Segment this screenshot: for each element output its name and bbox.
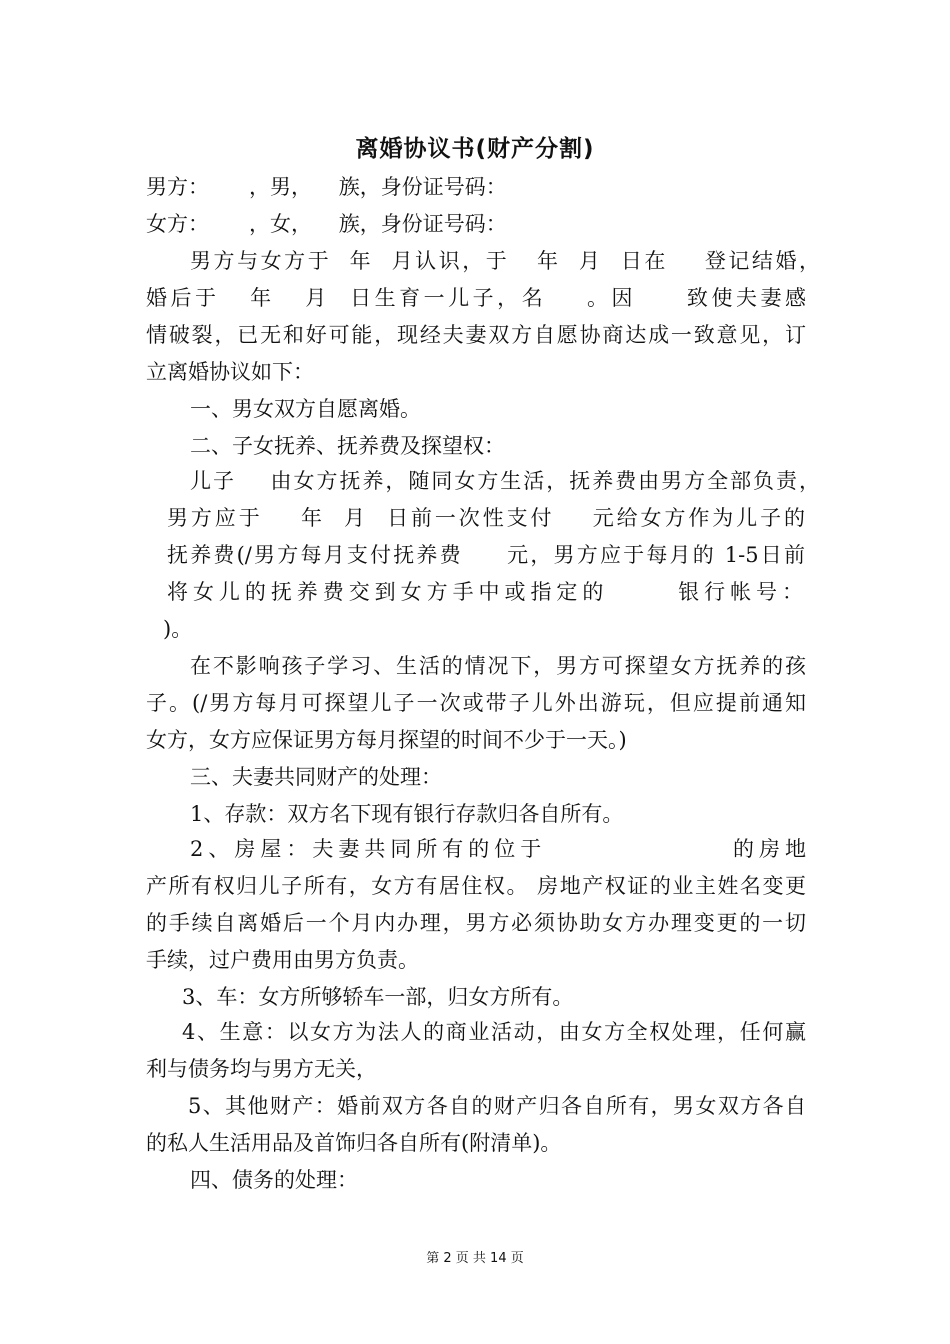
text-line: 产所有权归儿子所有，女方有居住权。 房地产权证的业主姓名变更 xyxy=(146,874,806,898)
document-title: 离婚协议书(财产分割) xyxy=(355,136,595,162)
text-line: 男方与女方于 年 月认识，于 年 月 日在 登记结婚， xyxy=(190,249,820,273)
text-line: 情破裂，已无和好可能，现经夫妻双方自愿协商达成一致意见，订 xyxy=(146,323,806,347)
text-line: 在不影响孩子学习、生活的情况下，男方可探望女方抚养的孩 xyxy=(190,654,806,678)
text-line: 三、夫妻共同财产的处理： xyxy=(190,765,442,789)
text-line: 儿子 由女方抚养，随同女方生活，抚养费由男方全部负责， xyxy=(190,469,820,493)
text-line: 四、债务的处理： xyxy=(190,1168,358,1192)
text-line: )。 xyxy=(163,617,193,641)
text-line: 女方，女方应保证男方每月探望的时间不少于一天。) xyxy=(146,728,627,752)
text-line: 的私人生活用品及首饰归各自所有(附清单)。 xyxy=(146,1131,562,1155)
text-line: 一、男女双方自愿离婚。 xyxy=(190,397,421,421)
text-line: 利与债务均与男方无关， xyxy=(146,1057,377,1081)
text-line: 男方应于 年 月 日前一次性支付 元给女方作为儿子的 xyxy=(167,506,805,530)
text-line: 手续，过户费用由男方负责。 xyxy=(146,948,419,972)
text-line: 婚后于 年 月 日生育一儿子，名 。因 致使夫妻感 xyxy=(146,286,806,310)
text-line: 2、房屋：夫妻共同所有的位于 的房地 xyxy=(190,837,806,861)
text-line: 二、子女抚养、抚养费及探望权： xyxy=(190,434,505,458)
text-line: 1、存款：双方名下现有银行存款归各自所有。 xyxy=(190,802,624,826)
text-line: 女方： ，女， 族，身份证号码： xyxy=(146,212,507,236)
text-line: 3、车：女方所够轿车一部，归女方所有。 xyxy=(182,985,574,1009)
text-line: 男方： ，男， 族，身份证号码： xyxy=(146,175,507,199)
text-line: 5、其他财产：婚前双方各自的财产归各自所有，男女双方各自 xyxy=(188,1094,806,1118)
text-line: 4、生意：以女方为法人的商业活动，由女方全权处理，任何赢 xyxy=(182,1020,806,1044)
text-line: 的手续自离婚后一个月内办理，男方必须协助女方办理变更的一切 xyxy=(146,911,806,935)
text-line: 子。(/男方每月可探望儿子一次或带子儿外出游玩，但应提前通知 xyxy=(146,691,806,715)
page-footer: 第 2 页 共 14 页 xyxy=(426,1251,524,1266)
text-line: 立离婚协议如下： xyxy=(146,360,314,384)
text-line: 将女儿的抚养费交到女方手中或指定的 银行帐号： xyxy=(167,580,803,604)
text-line: 抚养费(/男方每月支付抚养费 元，男方应于每月的 1-5日前 xyxy=(167,543,805,567)
